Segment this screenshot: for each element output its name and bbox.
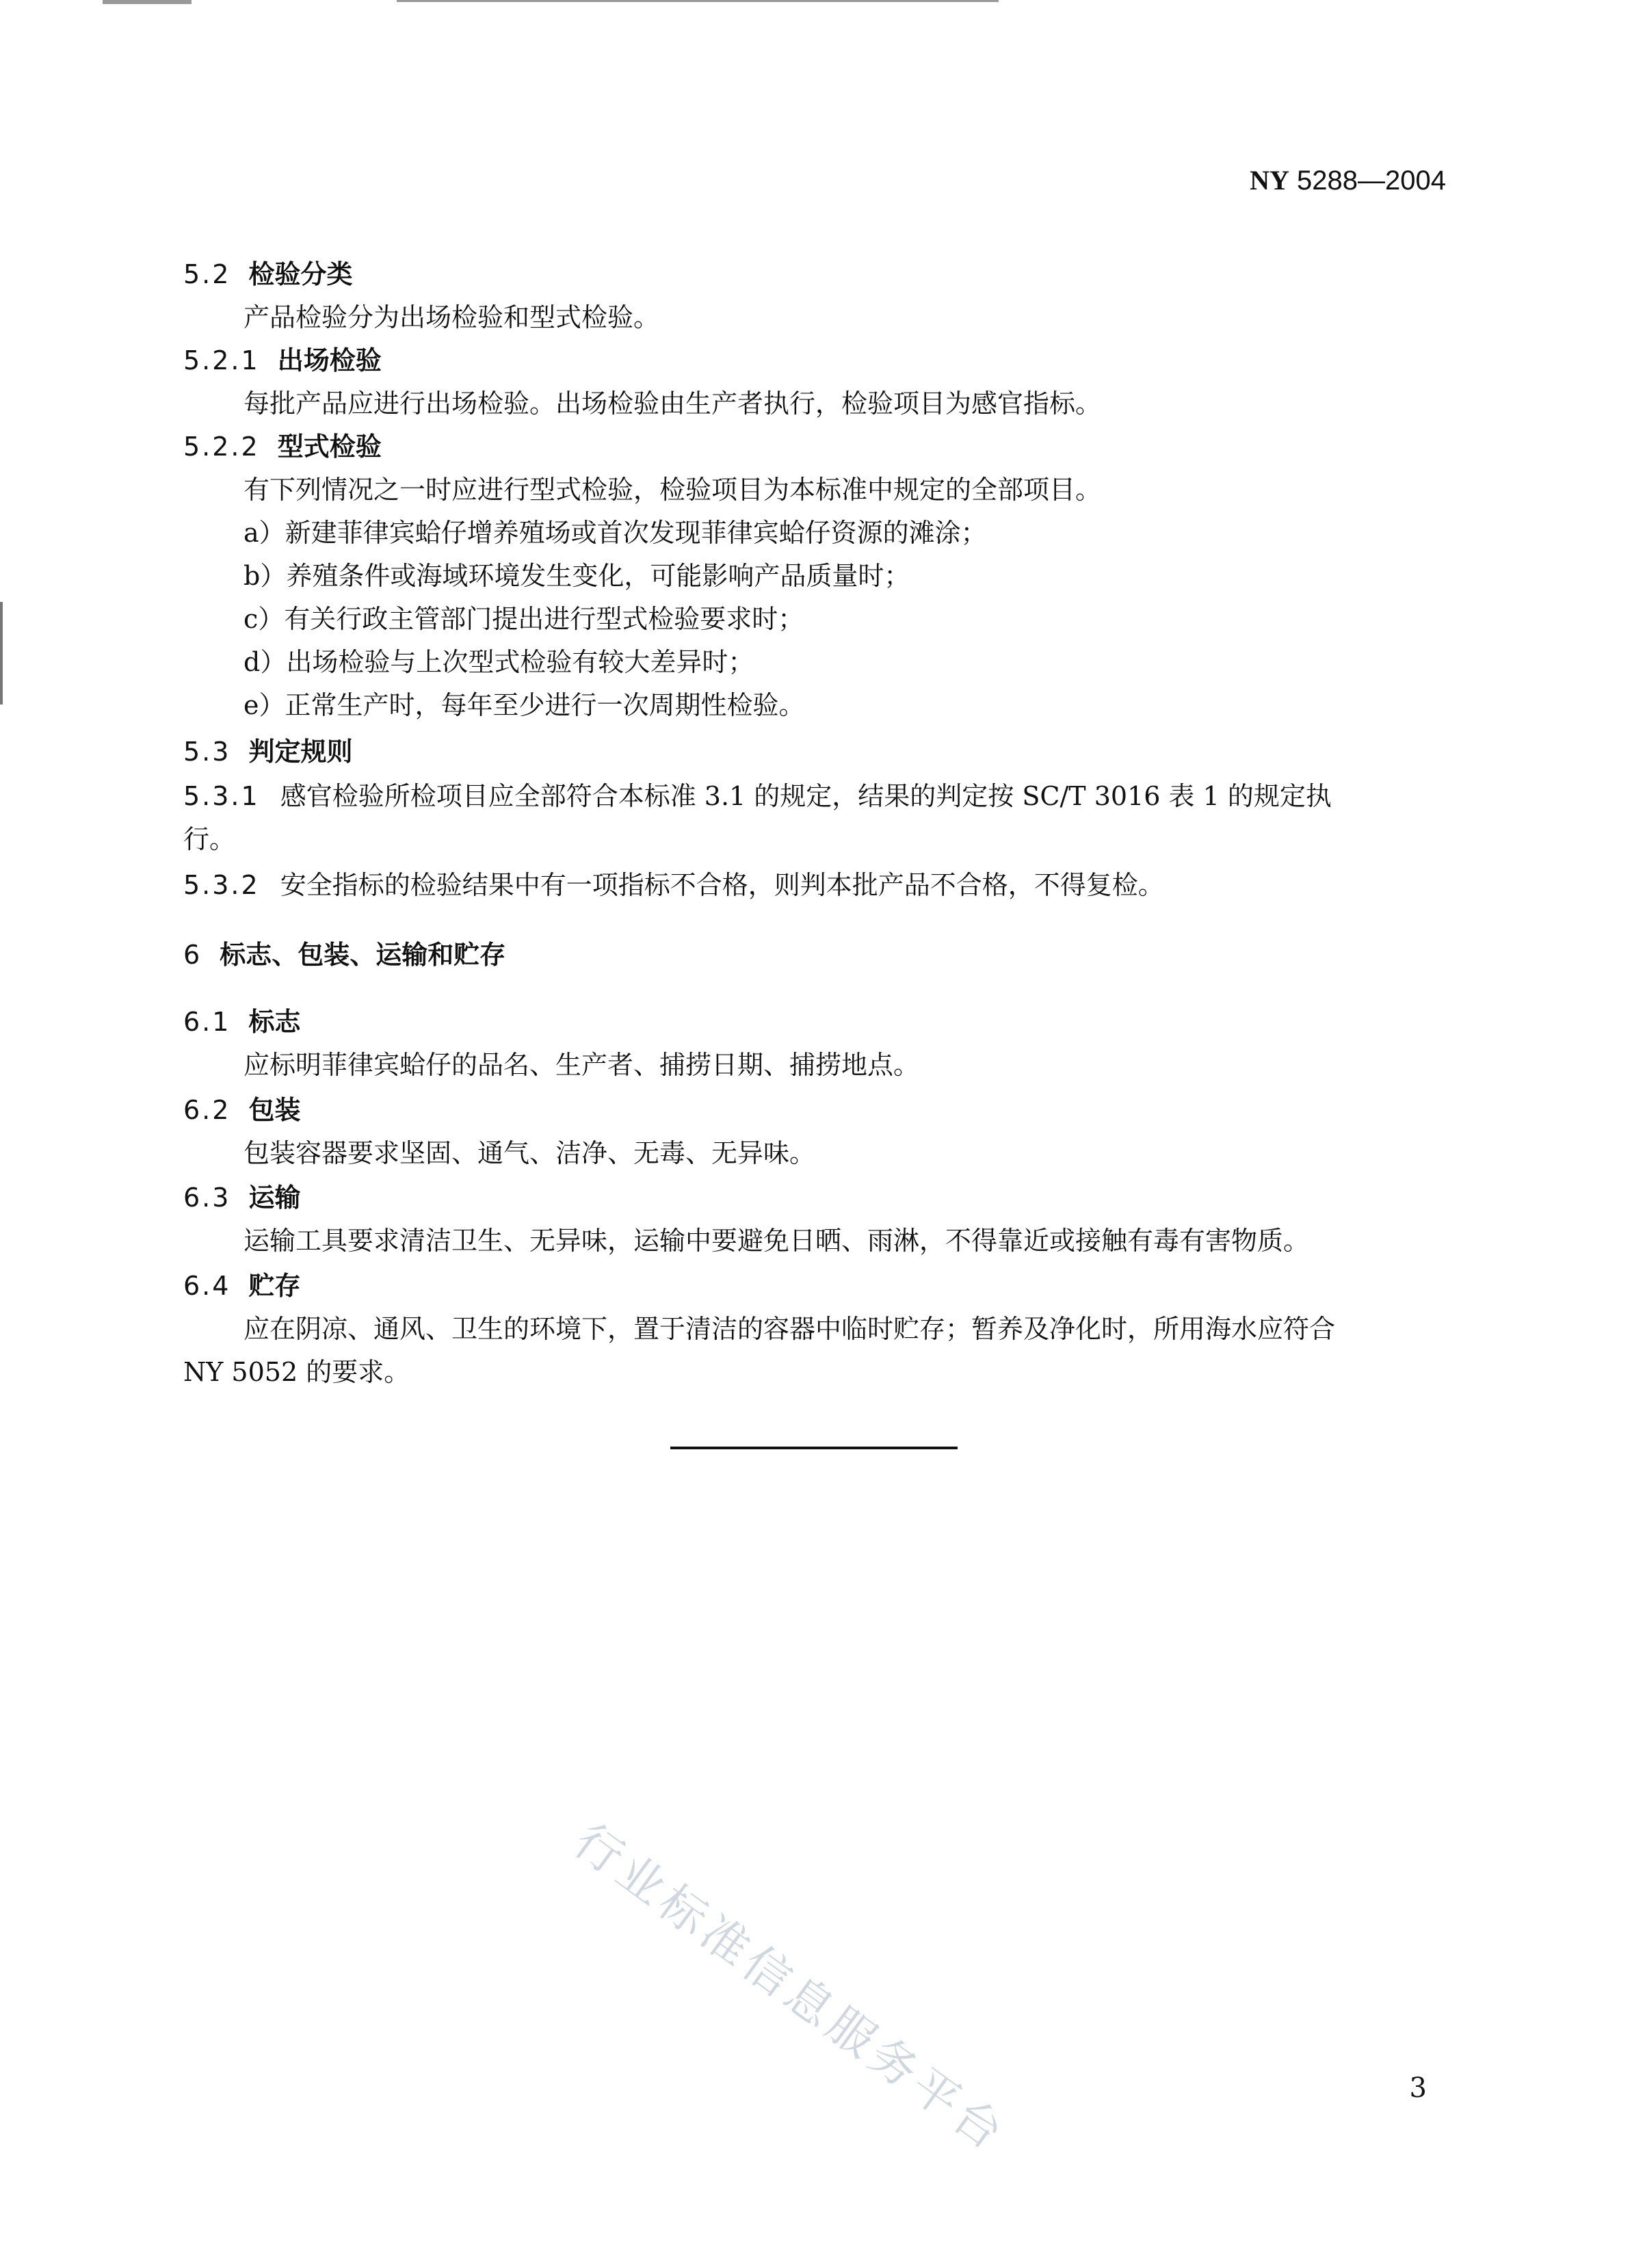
end-rule: [670, 1447, 958, 1449]
scan-edge-mark: [0, 602, 3, 704]
paragraph-continuation: NY 5052 的要求。: [183, 1357, 410, 1387]
top-scan-mark: [397, 0, 999, 2]
heading-6-2: 6.2 包装: [183, 1095, 301, 1125]
list-item: b）养殖条件或海域环境发生变化，可能影响产品质量时；: [244, 561, 910, 591]
list-item: d）出场检验与上次型式检验有较大差异时；: [244, 647, 754, 677]
paragraph: 产品检验分为出场检验和型式检验。: [244, 302, 660, 332]
list-item: a）新建菲律宾蛤仔增养殖场或首次发现菲律宾蛤仔资源的滩涂；: [244, 518, 987, 548]
heading-5-2-2: 5.2.2 型式检验: [183, 432, 382, 462]
paragraph: 运输工具要求清洁卫生、无异味，运输中要避免日晒、雨淋，不得靠近或接触有毒有害物质。: [244, 1226, 1310, 1256]
heading-6-4: 6.4 贮存: [183, 1271, 301, 1301]
heading-5-3: 5.3 判定规则: [183, 737, 353, 767]
heading-5-2-1: 5.2.1 出场检验: [183, 345, 382, 375]
top-scan-mark: [103, 0, 192, 4]
paragraph-5-3-2: 5.3.2 安全指标的检验结果中有一项指标不合格，则判本批产品不合格，不得复检。: [183, 870, 1164, 900]
heading-6-3: 6.3 运输: [183, 1183, 301, 1213]
paragraph-continuation: 行。: [183, 824, 236, 854]
paragraph: 应标明菲律宾蛤仔的品名、生产者、捕捞日期、捕捞地点。: [244, 1050, 920, 1080]
paragraph: 应在阴凉、通风、卫生的环境下，置于清洁的容器中临时贮存；暂养及净化时，所用海水应符合: [244, 1314, 1336, 1344]
paragraph: 每批产品应进行出场检验。出场检验由生产者执行，检验项目为感官指标。: [244, 388, 1102, 419]
standard-number: NY 5288—2004: [1250, 165, 1446, 196]
watermark: 行业标准信息服务平台: [564, 1814, 1017, 2163]
paragraph: 有下列情况之一时应进行型式检验，检验项目为本标准中规定的全部项目。: [244, 475, 1102, 505]
heading-5-2: 5.2 检验分类: [183, 259, 353, 289]
heading-6-1: 6.1 标志: [183, 1007, 301, 1037]
page-number: 3: [1409, 2072, 1427, 2104]
paragraph-5-3-1: 5.3.1 感官检验所检项目应全部符合本标准 3.1 的规定，结果的判定按 SC/T 3016 表 1 的规定执: [183, 781, 1332, 811]
heading-6: 6 标志、包装、运输和贮存: [183, 940, 506, 970]
paragraph: 包装容器要求坚固、通气、洁净、无毒、无异味。: [244, 1138, 816, 1168]
list-item: e）正常生产时，每年至少进行一次周期性检验。: [244, 690, 805, 720]
list-item: c）有关行政主管部门提出进行型式检验要求时；: [244, 604, 804, 634]
